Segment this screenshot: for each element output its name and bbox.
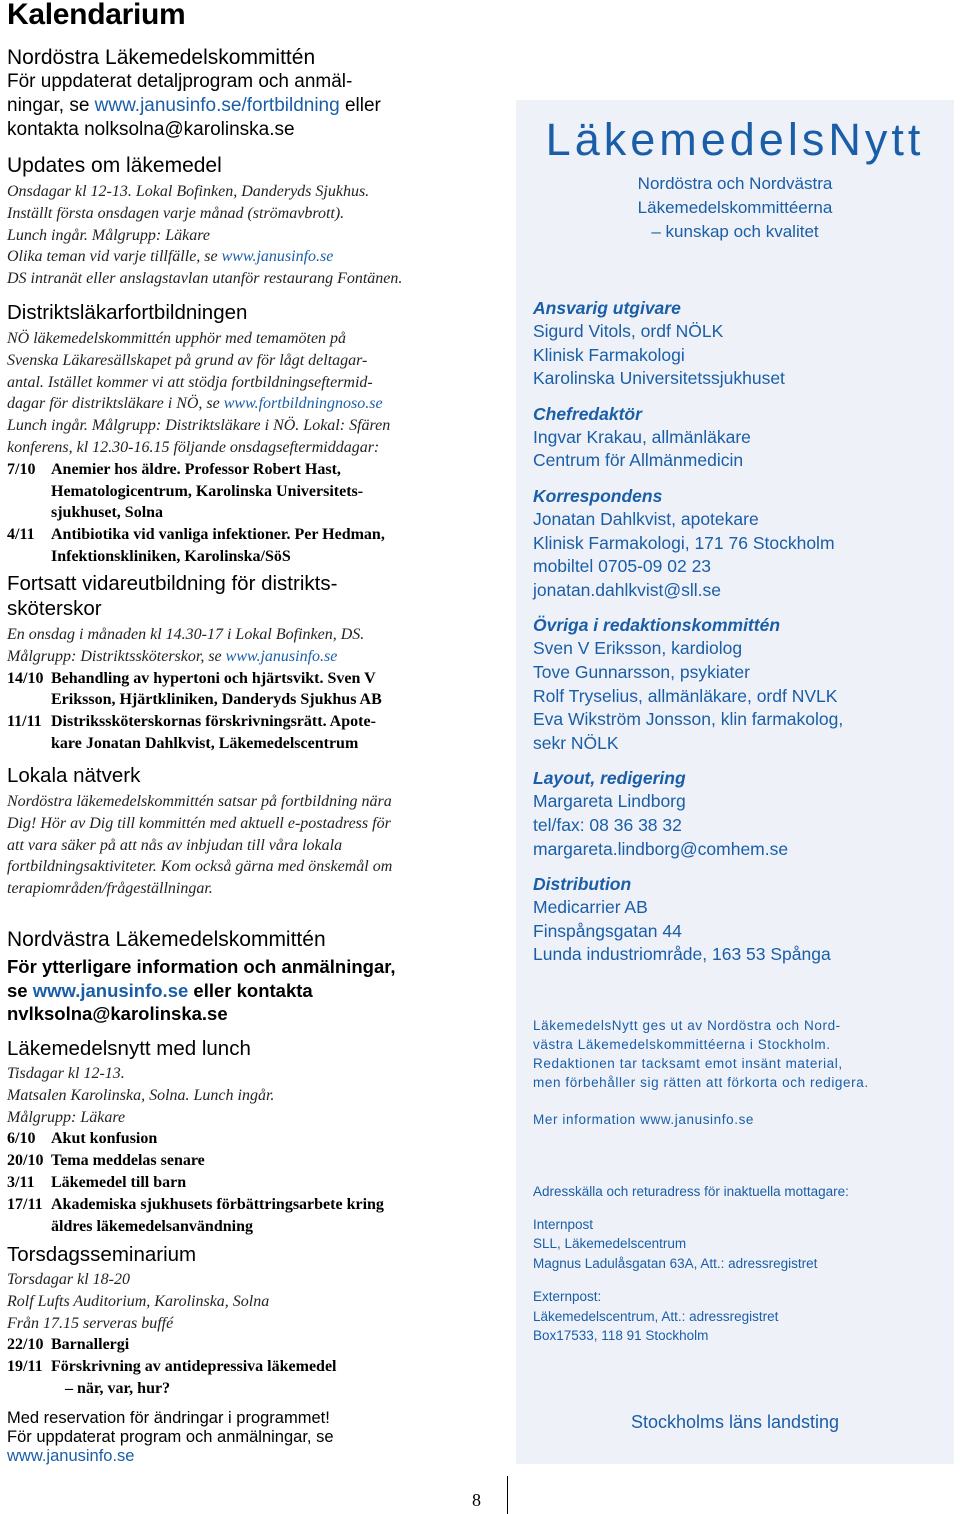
lunch-line: Matsalen Karolinska, Solna. Lunch ingår. xyxy=(7,1086,275,1104)
janusinfo-link[interactable]: www.janusinfo.se xyxy=(32,979,189,1001)
column-divider xyxy=(507,1476,508,1514)
event-row: 11/11 Distrikssköterskornas förskrivningsrätt. Apote- kare Jonatan Dahlkvist, Läkemedelscentrum xyxy=(7,713,376,752)
about-text: LäkemedelsNytt ges ut av Nordöstra och Nord- västra Läkemedelskommittéerna i Stockholm. Redaktionen tar tacksamt emot insänt material, men förbehåller sig rätten att förkorta och redigera. Mer information www.janusinfo.se xyxy=(533,1016,943,1129)
masthead-panel xyxy=(516,100,954,1464)
event-row: 3/11 Läkemedel till barn xyxy=(7,1173,187,1191)
distrikt-section xyxy=(7,300,502,568)
updates-section xyxy=(7,153,502,290)
torsdag-line: Från 17.15 serveras buffé xyxy=(7,1314,174,1332)
event-row: 17/11 Akademiska sjukhusets förbättringsarbete kring äldres läkemedelsanvändning xyxy=(7,1195,384,1235)
masthead-subtitle: Nordöstra och Nordvästra Läkemedelskommittéerna – kunskap och kvalitet xyxy=(637,174,833,241)
distrikt-line: dagar för distriktsläkare i NÖ, se www.fortbildningnoso.se xyxy=(7,395,383,413)
lokala-line: att vara säker på att nås av inbjudan till våra lokala xyxy=(7,836,343,854)
staff-block: Övriga i redaktionskommittén Sven V Eriksson, kardiolog Tove Gunnarsson, psykiater Rolf Tryselius, allmänläkare, ordf NVLK Eva Wikström Jonsson, klin farmakolog, sekr NÖLK xyxy=(533,615,844,753)
staff-block: Korrespondens Jonatan Dahlkvist, apotekare Klinisk Farmakologi, 171 76 Stockholm mobiltel 0705-09 02 23 jonatan.dahlkvist@sll.se xyxy=(533,484,943,602)
footer-note: Med reservation för ändringar i programmet! För uppdaterat program och anmälningar, se www.janusinfo.se xyxy=(7,1409,334,1465)
email-link[interactable]: margareta.lindborg@comhem.se xyxy=(533,838,789,859)
distrikt-line: Svenska Läkaresällskapet på grund av för lågt deltagar- xyxy=(7,351,368,369)
updates-line: Lunch ingår. Målgrupp: Läkare xyxy=(7,226,210,244)
updates-line: Inställt första onsdagen varje månad (strömavbrott). xyxy=(7,204,345,222)
distrikt-line: Lunch ingår. Målgrupp: Distriktsläkare i NÖ. Lokal: Sfären xyxy=(7,417,391,435)
nolk-heading: Nordöstra Läkemedelskommittén xyxy=(7,46,316,69)
distrikt-line: antal. Istället kommer vi att stödja fortbildningseftermid- xyxy=(7,373,373,391)
fortbildningnoso-link[interactable]: www.fortbildningnoso.se xyxy=(223,395,383,413)
nolk-section xyxy=(7,45,502,142)
distrikt-line: konferens, kl 12.30-16.15 följande onsdagseftermiddagar: xyxy=(7,438,380,456)
lokala-line: fortbildningsaktiviteter. Kom också gärna med önskemål om xyxy=(7,858,393,876)
fortsatt-heading: Fortsatt vidareutbildning för distrikts- sköterskor xyxy=(7,572,338,620)
event-row: 6/10 Akut konfusion xyxy=(7,1130,158,1148)
event-row: 19/11 Förskrivning av antidepressiva läkemedel – när, var, hur? xyxy=(7,1358,337,1397)
event-row: 7/10 Anemier hos äldre. Professor Robert Hast, Hematologicentrum, Karolinska Universitets- sjukhuset, Solna xyxy=(7,460,364,522)
torsdag-line: Torsdagar kl 18-20 xyxy=(7,1271,130,1288)
event-row: 14/10 Behandling av hypertoni och hjärtsvikt. Sven V Eriksson, Hjärtkliniken, Danderyds Sjukhus AB xyxy=(7,669,382,709)
lokala-heading: Lokala nätverk xyxy=(7,764,141,787)
page-title: Kalendarium xyxy=(7,0,186,31)
janusinfo-link[interactable]: www.janusinfo.se xyxy=(225,647,338,665)
staff-block: Distribution Medicarrier AB Finspångsgatan 44 Lunda industriområde, 163 53 Spånga xyxy=(533,874,831,965)
janusinfo-link[interactable]: www.janusinfo.se xyxy=(7,1447,135,1465)
distrikt-heading: Distriktsläkarfortbildningen xyxy=(7,301,248,324)
nvlk-info: För ytterligare information och anmälningar, se www.janusinfo.se eller kontakta nvlksolna@karolinska.se xyxy=(7,956,396,1024)
nolk-fortbildning-link[interactable]: www.janusinfo.se/fortbildning xyxy=(94,95,340,116)
fortsatt-line: Målgrupp: Distriktssköterskor, se www.janusinfo.se xyxy=(7,647,338,665)
torsdag-section xyxy=(7,1242,502,1400)
more-info-link[interactable]: Mer information www.janusinfo.se xyxy=(533,1112,755,1127)
page-number: 8 xyxy=(472,1490,481,1510)
torsdag-line: Rolf Lufts Auditorium, Karolinska, Solna xyxy=(7,1292,270,1310)
staff-block: Ansvarig utgivare Sigurd Vitols, ordf NÖLK Klinisk Farmakologi Karolinska Universitetssjukhuset xyxy=(533,298,785,389)
address-info: Adresskälla och returadress för inaktuella mottagare: Internpost SLL, Läkemedelscentrum Magnus Ladulåsgatan 63A, Att.: adressregistret Externpost: Läkemedelscentrum, Att.: adressregistret Box17533, 118 91 Stockholm xyxy=(533,1184,849,1343)
nvlk-heading: Nordvästra Läkemedelskommittén xyxy=(7,928,326,951)
updates-heading: Updates om läkemedel xyxy=(7,154,222,177)
janusinfo-link[interactable]: www.janusinfo.se xyxy=(221,248,334,266)
staff-list xyxy=(533,296,943,967)
event-row: 4/11 Antibiotika vid vanliga infektioner. Per Hedman, Infektionskliniken, Karolinska/SöS xyxy=(7,526,385,565)
nolk-intro: För uppdaterat detaljprogram och anmäl- ningar, se www.janusinfo.se/fortbildning eller kontakta nolksolna@karolinska.se xyxy=(7,71,381,140)
lokala-section xyxy=(7,763,502,900)
lunch-section xyxy=(7,1036,502,1237)
torsdag-heading: Torsdagsseminarium xyxy=(7,1243,197,1266)
event-row: 20/10 Tema meddelas senare xyxy=(7,1152,205,1170)
staff-block: Chefredaktör Ingvar Krakau, allmänläkare Centrum för Allmänmedicin xyxy=(533,403,751,471)
landsting-label: Stockholms läns landsting xyxy=(630,1412,840,1432)
lokala-line: terapiområden/frågeställningar. xyxy=(7,880,213,898)
updates-line: Olika teman vid varje tillfälle, se www.janusinfo.se xyxy=(7,248,334,266)
lunch-line: Tisdagar kl 12-13. xyxy=(7,1065,125,1082)
email-link[interactable]: jonatan.dahlkvist@sll.se xyxy=(533,579,721,600)
fortsatt-section xyxy=(7,571,502,755)
lokala-line: Dig! Hör av Dig till kommittén med aktuell e-postadress för xyxy=(7,814,391,832)
masthead-title: LäkemedelsNytt xyxy=(545,114,925,165)
staff-block: Layout, redigering Margareta Lindborg tel/fax: 08 36 38 32 margareta.lindborg@comhem.se xyxy=(533,766,943,861)
lunch-heading: Läkemedelsnytt med lunch xyxy=(7,1037,251,1060)
updates-line: Onsdagar kl 12-13. Lokal Bofinken, Danderyds Sjukhus. xyxy=(7,183,370,200)
event-row: 22/10 Barnallergi xyxy=(7,1336,130,1354)
fortsatt-line: En onsdag i månaden kl 14.30-17 i Lokal Bofinken, DS. xyxy=(7,626,365,643)
lunch-line: Målgrupp: Läkare xyxy=(7,1108,126,1126)
nvlk-section xyxy=(7,927,502,1026)
updates-line: DS intranät eller anslagstavlan utanför restaurang Fontänen. xyxy=(7,270,403,288)
distrikt-line: NÖ läkemedelskommittén upphör med temamöten på xyxy=(7,330,347,347)
lokala-line: Nordöstra läkemedelskommittén satsar på fortbildning nära xyxy=(7,793,392,810)
